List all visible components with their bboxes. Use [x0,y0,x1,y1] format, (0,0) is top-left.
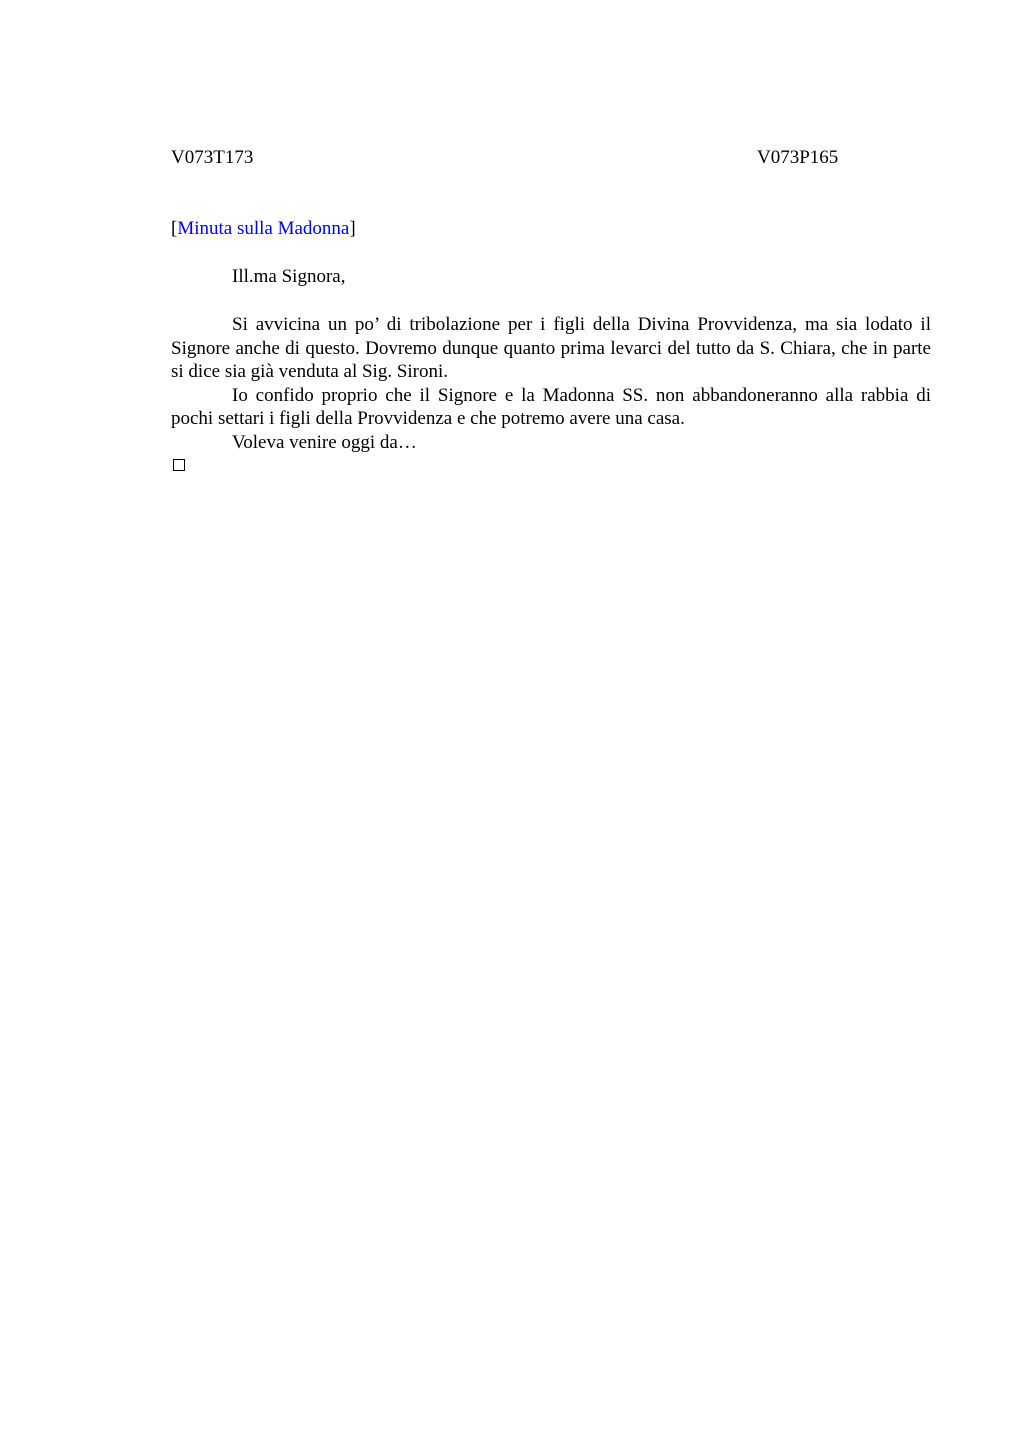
letter-paragraph: Voleva venire oggi da… [232,431,417,453]
letter-paragraph: Io confido proprio che il Signore e la Madonna SS. non abbandoneranno alla rabbia di pochi settari i figli della Provvidenza e che potremo avere una casa. [171,384,931,430]
letter-salutation: Ill.ma Signora, [232,266,346,287]
title-link[interactable]: Minuta sulla Madonna [177,218,350,239]
document-code-right: V073P165 [757,147,839,168]
letter-body [171,313,931,455]
document-code-left: V073T173 [171,147,254,168]
empty-square-icon [173,459,185,471]
title-open-bracket: [ [171,218,178,239]
document-title [171,218,356,240]
title-close-bracket: ] [349,218,356,239]
letter-paragraph: Si avvicina un po’ di tribolazione per i figli della Divina Provvidenza, ma sia lodato il Signore anche di questo. Dovremo dunque quanto prima levarci del tutto da S. Chiara, che in parte si dice sia già venduta al Sig. Sironi. [171,314,931,383]
